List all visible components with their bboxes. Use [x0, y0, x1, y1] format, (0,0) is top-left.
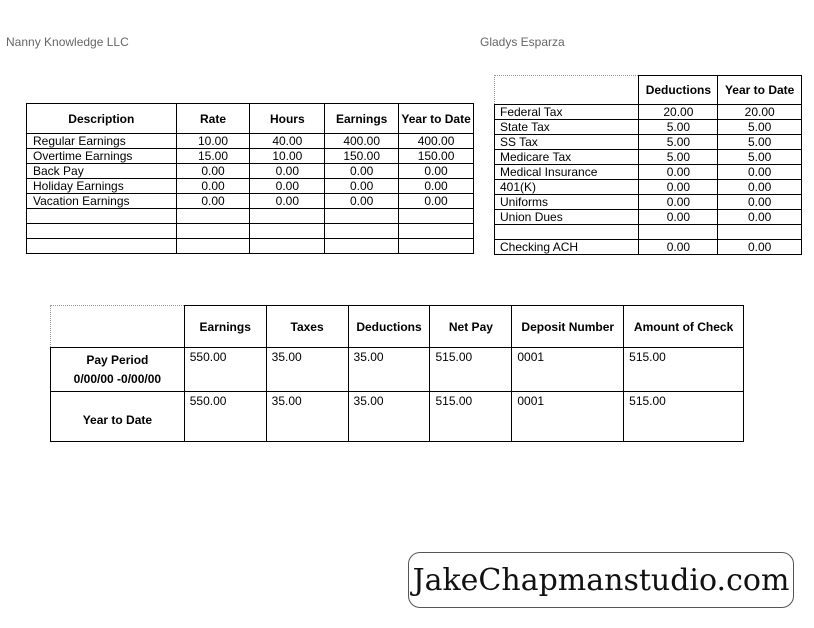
earnings-rate: 0.00	[176, 164, 250, 179]
earnings-description: Vacation Earnings	[27, 194, 177, 209]
earnings-rate	[176, 209, 250, 224]
earnings-ytd: 0.00	[399, 194, 474, 209]
table-row	[51, 348, 744, 392]
ytd-deductions: 35.00	[348, 392, 430, 442]
pay-period-label-cell	[51, 348, 185, 392]
pay-period-net-pay: 515.00	[430, 348, 512, 392]
summary-header-blank	[51, 306, 185, 348]
deduction-label: Union Dues	[495, 210, 639, 225]
deduction-label: SS Tax	[495, 135, 639, 150]
earnings-ytd: 0.00	[399, 179, 474, 194]
deduction-ytd: 0.00	[718, 165, 802, 180]
deduction-amount: 5.00	[639, 135, 718, 150]
deduction-amount: 5.00	[639, 120, 718, 135]
earnings-description	[27, 239, 177, 254]
deduction-label: Medicare Tax	[495, 150, 639, 165]
table-row	[495, 210, 802, 225]
deduction-label: 401(K)	[495, 180, 639, 195]
deductions-header-row	[495, 76, 802, 105]
table-row	[27, 224, 474, 239]
earnings-header-rate: Rate	[176, 104, 250, 134]
earnings-hours: 10.00	[250, 149, 325, 164]
ytd-deposit-number: 0001	[512, 392, 624, 442]
summary-header-deductions: Deductions	[348, 306, 430, 348]
table-row	[495, 180, 802, 195]
table-row	[495, 225, 802, 240]
table-row	[495, 120, 802, 135]
earnings-rate: 10.00	[176, 134, 250, 149]
watermark-text: JakeChapmanstudio.com	[408, 552, 794, 608]
earnings-amount	[325, 224, 399, 239]
ytd-amount-of-check: 515.00	[624, 392, 744, 442]
company-name: Nanny Knowledge LLC	[6, 35, 129, 49]
earnings-amount: 0.00	[325, 164, 399, 179]
earnings-amount	[325, 239, 399, 254]
pay-period-label: Pay Period	[86, 352, 149, 367]
earnings-ytd	[399, 239, 474, 254]
ytd-label: Year to Date	[51, 392, 185, 442]
earnings-hours	[250, 224, 325, 239]
earnings-header-ytd: Year to Date	[399, 104, 474, 134]
earnings-ytd: 150.00	[399, 149, 474, 164]
summary-header-row	[51, 306, 744, 348]
earnings-description: Regular Earnings	[27, 134, 177, 149]
table-row	[495, 150, 802, 165]
deduction-ytd: 0.00	[718, 195, 802, 210]
deduction-amount: 0.00	[639, 195, 718, 210]
pay-period-deductions: 35.00	[348, 348, 430, 392]
earnings-table	[26, 103, 474, 254]
deduction-amount: 5.00	[639, 150, 718, 165]
earnings-ytd: 0.00	[399, 164, 474, 179]
earnings-hours: 0.00	[250, 194, 325, 209]
deduction-amount: 0.00	[639, 240, 718, 255]
table-row	[51, 392, 744, 442]
earnings-description	[27, 224, 177, 239]
earnings-hours: 0.00	[250, 164, 325, 179]
table-row	[27, 164, 474, 179]
earnings-hours	[250, 239, 325, 254]
earnings-description: Holiday Earnings	[27, 179, 177, 194]
earnings-rate	[176, 239, 250, 254]
pay-period-amount-of-check: 515.00	[624, 348, 744, 392]
summary-header-amount-of-check: Amount of Check	[624, 306, 744, 348]
table-row	[27, 134, 474, 149]
deduction-ytd: 5.00	[718, 150, 802, 165]
pay-summary-table	[50, 305, 744, 442]
earnings-ytd	[399, 209, 474, 224]
pay-period-taxes: 35.00	[266, 348, 348, 392]
employee-name: Gladys Esparza	[480, 35, 565, 49]
ytd-taxes: 35.00	[266, 392, 348, 442]
deductions-header-deductions: Deductions	[639, 76, 718, 105]
deduction-label: Checking ACH	[495, 240, 639, 255]
earnings-amount: 0.00	[325, 179, 399, 194]
table-row	[27, 194, 474, 209]
earnings-rate: 15.00	[176, 149, 250, 164]
deductions-header-ytd: Year to Date	[718, 76, 802, 105]
earnings-header-hours: Hours	[250, 104, 325, 134]
deductions-header-blank	[495, 76, 639, 105]
deduction-amount	[639, 225, 718, 240]
deductions-table	[494, 75, 802, 255]
earnings-description	[27, 209, 177, 224]
deduction-ytd	[718, 225, 802, 240]
deduction-amount: 20.00	[639, 105, 718, 120]
earnings-description: Overtime Earnings	[27, 149, 177, 164]
earnings-description: Back Pay	[27, 164, 177, 179]
table-row	[495, 105, 802, 120]
deduction-ytd: 0.00	[718, 180, 802, 195]
earnings-hours: 40.00	[250, 134, 325, 149]
deduction-amount: 0.00	[639, 210, 718, 225]
earnings-rate: 0.00	[176, 194, 250, 209]
table-row	[27, 179, 474, 194]
pay-period-dates: 0/00/00 -0/00/00	[73, 371, 162, 386]
earnings-hours	[250, 209, 325, 224]
earnings-amount	[325, 209, 399, 224]
earnings-amount: 0.00	[325, 194, 399, 209]
earnings-header-description: Description	[27, 104, 177, 134]
table-row	[495, 165, 802, 180]
earnings-rate: 0.00	[176, 179, 250, 194]
deduction-ytd: 5.00	[718, 120, 802, 135]
ytd-earnings: 550.00	[184, 392, 266, 442]
earnings-ytd: 400.00	[399, 134, 474, 149]
earnings-amount: 400.00	[325, 134, 399, 149]
earnings-amount: 150.00	[325, 149, 399, 164]
summary-header-deposit-number: Deposit Number	[512, 306, 624, 348]
deduction-label: Medical Insurance	[495, 165, 639, 180]
deduction-label: Federal Tax	[495, 105, 639, 120]
earnings-rate	[176, 224, 250, 239]
deduction-ytd: 0.00	[718, 210, 802, 225]
table-row	[27, 209, 474, 224]
deduction-label	[495, 225, 639, 240]
pay-period-earnings: 550.00	[184, 348, 266, 392]
table-row	[27, 239, 474, 254]
deduction-amount: 0.00	[639, 165, 718, 180]
summary-header-earnings: Earnings	[184, 306, 266, 348]
table-row	[495, 240, 802, 255]
pay-period-deposit-number: 0001	[512, 348, 624, 392]
table-row	[495, 135, 802, 150]
deduction-label: State Tax	[495, 120, 639, 135]
deduction-ytd: 20.00	[718, 105, 802, 120]
table-row	[27, 149, 474, 164]
earnings-ytd	[399, 224, 474, 239]
earnings-header-earnings: Earnings	[325, 104, 399, 134]
deduction-ytd: 5.00	[718, 135, 802, 150]
summary-header-taxes: Taxes	[266, 306, 348, 348]
earnings-hours: 0.00	[250, 179, 325, 194]
ytd-net-pay: 515.00	[430, 392, 512, 442]
deduction-amount: 0.00	[639, 180, 718, 195]
deduction-ytd: 0.00	[718, 240, 802, 255]
table-row	[495, 195, 802, 210]
summary-header-net-pay: Net Pay	[430, 306, 512, 348]
earnings-header-row	[27, 104, 474, 134]
deduction-label: Uniforms	[495, 195, 639, 210]
